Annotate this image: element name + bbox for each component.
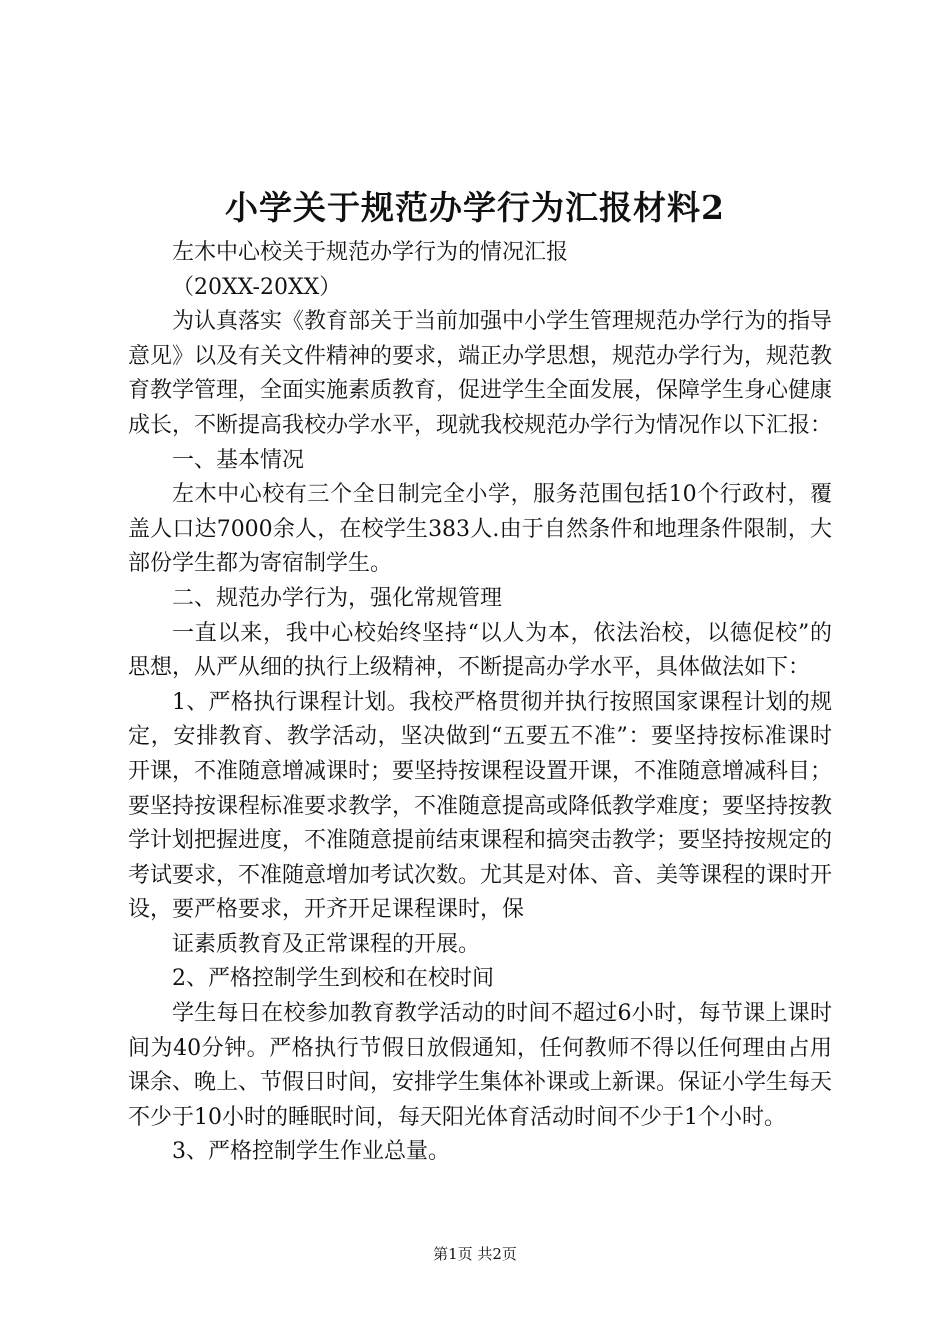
paragraph-intro: 为认真落实《教育部关于当前加强中小学生管理规范办学行为的指导意见》以及有关文件精神的要求，端正办学思想，规范办学行为，规范教育教学管理，全面实施素质教育，促进学生全面发展，保障学生身心健康成长，不断提高我校办学水平，现就我校规范办学行为情况作以下汇报： [128, 309, 833, 438]
paragraph-curriculum-continued: 证素质教育及正常课程的开展。 [172, 931, 481, 957]
paragraph-time: 学生每日在校参加教育教学活动的时间不超过6小时，每节课上课时间为40分钟。严格执行节假日放假通知，任何教师不得以任何理由占用课余、晚上、节假日时间，安排学生集体补课或上新课。保证小学生每天不少于10小时的睡眠时间，每天阳光体育活动时间不少于1个小时。 [128, 1001, 833, 1130]
paragraph-management: 一直以来，我中心校始终坚持“以人为本，依法治校，以德促校”的思想，从严从细的执行上级精神，不断提高办学水平，具体做法如下： [128, 620, 832, 681]
section-heading-basic: 一、基本情况 [172, 447, 305, 473]
item-heading-homework: 3、严格控制学生作业总量。 [172, 1139, 450, 1165]
document-title: 小学关于规范办学行为汇报材料2 [225, 188, 725, 227]
document-body [128, 236, 832, 1170]
section-heading-management: 二、规范办学行为，强化常规管理 [172, 585, 503, 611]
page-number: 第1页 共2页 [433, 1245, 517, 1263]
report-period: （20XX-20XX） [172, 274, 342, 300]
paragraph-basic: 左木中心校有三个全日制完全小学，服务范围包括10个行政村，覆盖人口达7000余人，在校学生383人.由于自然条件和地理条件限制，大部份学生都为寄宿制学生。 [128, 482, 832, 577]
report-heading: 左木中心校关于规范办学行为的情况汇报 [172, 240, 569, 265]
item-heading-time: 2、严格控制学生到校和在校时间 [172, 966, 494, 992]
paragraph-curriculum: 1、严格执行课程计划。我校严格贯彻并执行按照国家课程计划的规定，安排教育、教学活动，坚决做到“五要五不准”：要坚持按标准课时开课，不准随意增减课时；要坚持按课程设置开课，不准随意增减科目；要坚持按课程标准要求教学，不准随意提高或降低教学难度；要坚持按教学计划把握进度，不准随意提前结束课程和搞突击教学；要坚持按规定的考试要求，不准随意增加考试次数。尤其是对体、音、美等课程的课时开设，要严格要求，开齐开足课程课时，保 [128, 689, 833, 923]
